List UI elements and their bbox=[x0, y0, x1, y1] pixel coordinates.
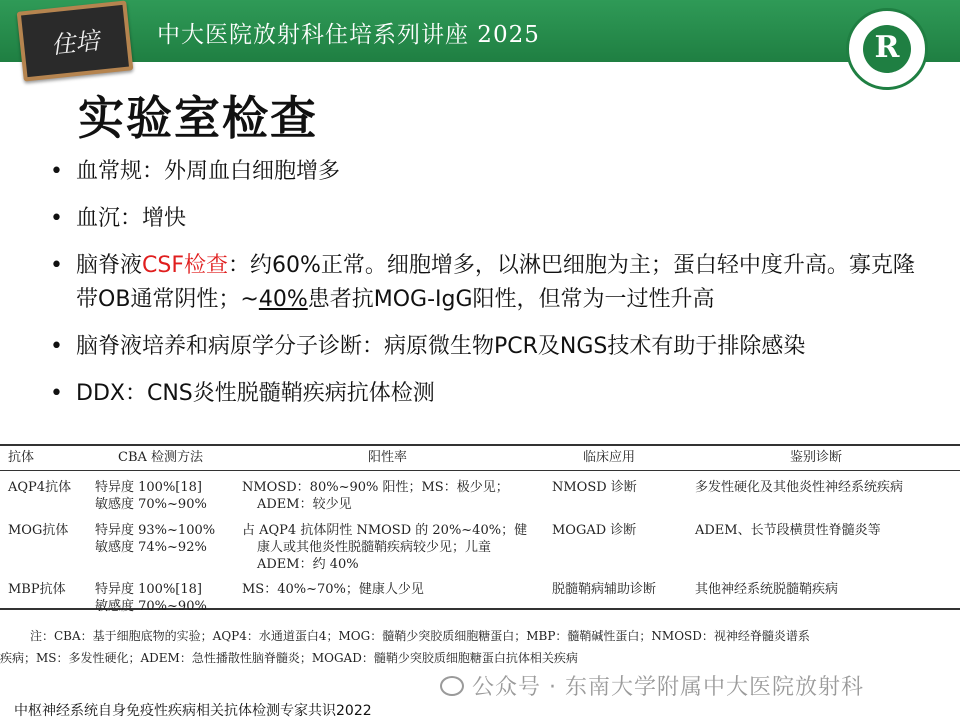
table-header-positive: 阳性率 bbox=[368, 450, 408, 465]
table-cell-antibody: MBP抗体 bbox=[8, 582, 66, 597]
bullet-text: 血常规：外周血白细胞增多 bbox=[76, 159, 341, 184]
bullet-text: 脑脊液培养和病原学分子诊断：病原微生物PCR及NGS技术有助于排除感染 bbox=[76, 334, 806, 359]
table-cell-positive: NMOSD：80%~90% 阳性；MS：极少见； bbox=[242, 480, 509, 495]
table-header-rule bbox=[0, 470, 960, 471]
csf-highlight: CSF检查 bbox=[142, 253, 228, 278]
wechat-icon bbox=[440, 676, 464, 696]
bullet-item bbox=[50, 155, 930, 189]
note-line: 疾病；MS：多发性硬化；ADEM：急性播散性脑脊髓炎；MOGAD：髓鞘少突胶质细胞糖蛋白抗体相关疾病 bbox=[0, 651, 578, 665]
underlined-percent: 40% bbox=[258, 287, 308, 312]
table-cell-positive: MS：40%~70%；健康人少见 bbox=[242, 582, 424, 597]
table-cell-method: 特异度 100%[18] bbox=[95, 480, 202, 495]
table-header-clinical: 临床应用 bbox=[583, 450, 636, 465]
table-header-method: CBA 检测方法 bbox=[118, 450, 204, 465]
table-cell-antibody: AQP4抗体 bbox=[8, 480, 72, 495]
table-header-antibody: 抗体 bbox=[8, 450, 35, 465]
table-cell-ddx: ADEM、长节段横贯性脊髓炎等 bbox=[695, 523, 881, 538]
bullet-text: DDX：CNS炎性脱髓鞘疾病抗体检测 bbox=[76, 381, 435, 406]
table-cell-ddx: 多发性硬化及其他炎性神经系统疾病 bbox=[695, 480, 904, 495]
bullet-text: 血沉：增快 bbox=[76, 206, 187, 231]
table-cell-positive: ADEM：约 40% bbox=[257, 557, 359, 572]
table-top-rule bbox=[0, 444, 960, 446]
table-cell-antibody: MOG抗体 bbox=[8, 523, 69, 538]
lecture-badge bbox=[17, 0, 134, 81]
bullet-item bbox=[50, 202, 930, 236]
table-cell-ddx: 其他神经系统脱髓鞘疾病 bbox=[695, 582, 839, 597]
bullet-item bbox=[50, 330, 930, 364]
hospital-seal-icon bbox=[846, 8, 928, 90]
table-cell-clinical: NMOSD 诊断 bbox=[552, 480, 637, 495]
watermark-text: 公众号 · 东南大学附属中大医院放射科 bbox=[472, 675, 864, 700]
table-cell-clinical: 脱髓鞘病辅助诊断 bbox=[552, 582, 657, 597]
logo-letter: R bbox=[874, 30, 900, 65]
table-header-ddx: 鉴别诊断 bbox=[790, 450, 843, 465]
table-cell-method: 特异度 100%[18] bbox=[95, 582, 202, 597]
table-cell-positive: ADEM：较少见 bbox=[257, 497, 352, 512]
bullet-prefix: 脑脊液 bbox=[76, 253, 143, 278]
bullet-item bbox=[50, 377, 930, 411]
table-cell-positive: 占 AQP4 抗体阴性 NMOSD 的 20%~40%；健 bbox=[242, 523, 528, 538]
table-cell-method: 敏感度 70%~90% bbox=[95, 497, 207, 512]
bullet-item bbox=[50, 249, 930, 317]
bullet-list bbox=[50, 155, 930, 424]
note-line: 注：CBA：基于细胞底物的实验；AQP4：水通道蛋白4；MOG：髓鞘少突胶质细胞糖蛋白；MBP：髓鞘碱性蛋白；NMOSD：视神经脊髓炎谱系 bbox=[30, 629, 810, 643]
source-citation: 中枢神经系统自身免疫性疾病相关抗体检测专家共识2022 bbox=[14, 703, 372, 719]
slide-title: 实验室检查 bbox=[78, 91, 318, 145]
table-cell-method: 敏感度 70%~90% bbox=[95, 599, 207, 614]
lecture-series-title: 中大医院放射科住培系列讲座 2025 bbox=[157, 22, 540, 48]
bullet-suffix: 患者抗MOG-IgG阳性，但常为一过性升高 bbox=[307, 287, 715, 312]
bullet-mid: ：约60%正常。细胞增多，以淋巴细胞为主；蛋白轻中度升高。寡克隆带OB通常阴性；~ bbox=[76, 253, 915, 312]
table-cell-method: 敏感度 74%~92% bbox=[95, 540, 207, 555]
wechat-watermark bbox=[440, 670, 864, 701]
badge-text: 住培 bbox=[49, 26, 101, 60]
table-cell-positive: 康人或其他炎性脱髓鞘疾病较少见；儿童 bbox=[257, 540, 492, 555]
table-note bbox=[0, 625, 960, 669]
table-cell-clinical: MOGAD 诊断 bbox=[552, 523, 637, 538]
table-cell-method: 特异度 93%~100% bbox=[95, 523, 216, 538]
